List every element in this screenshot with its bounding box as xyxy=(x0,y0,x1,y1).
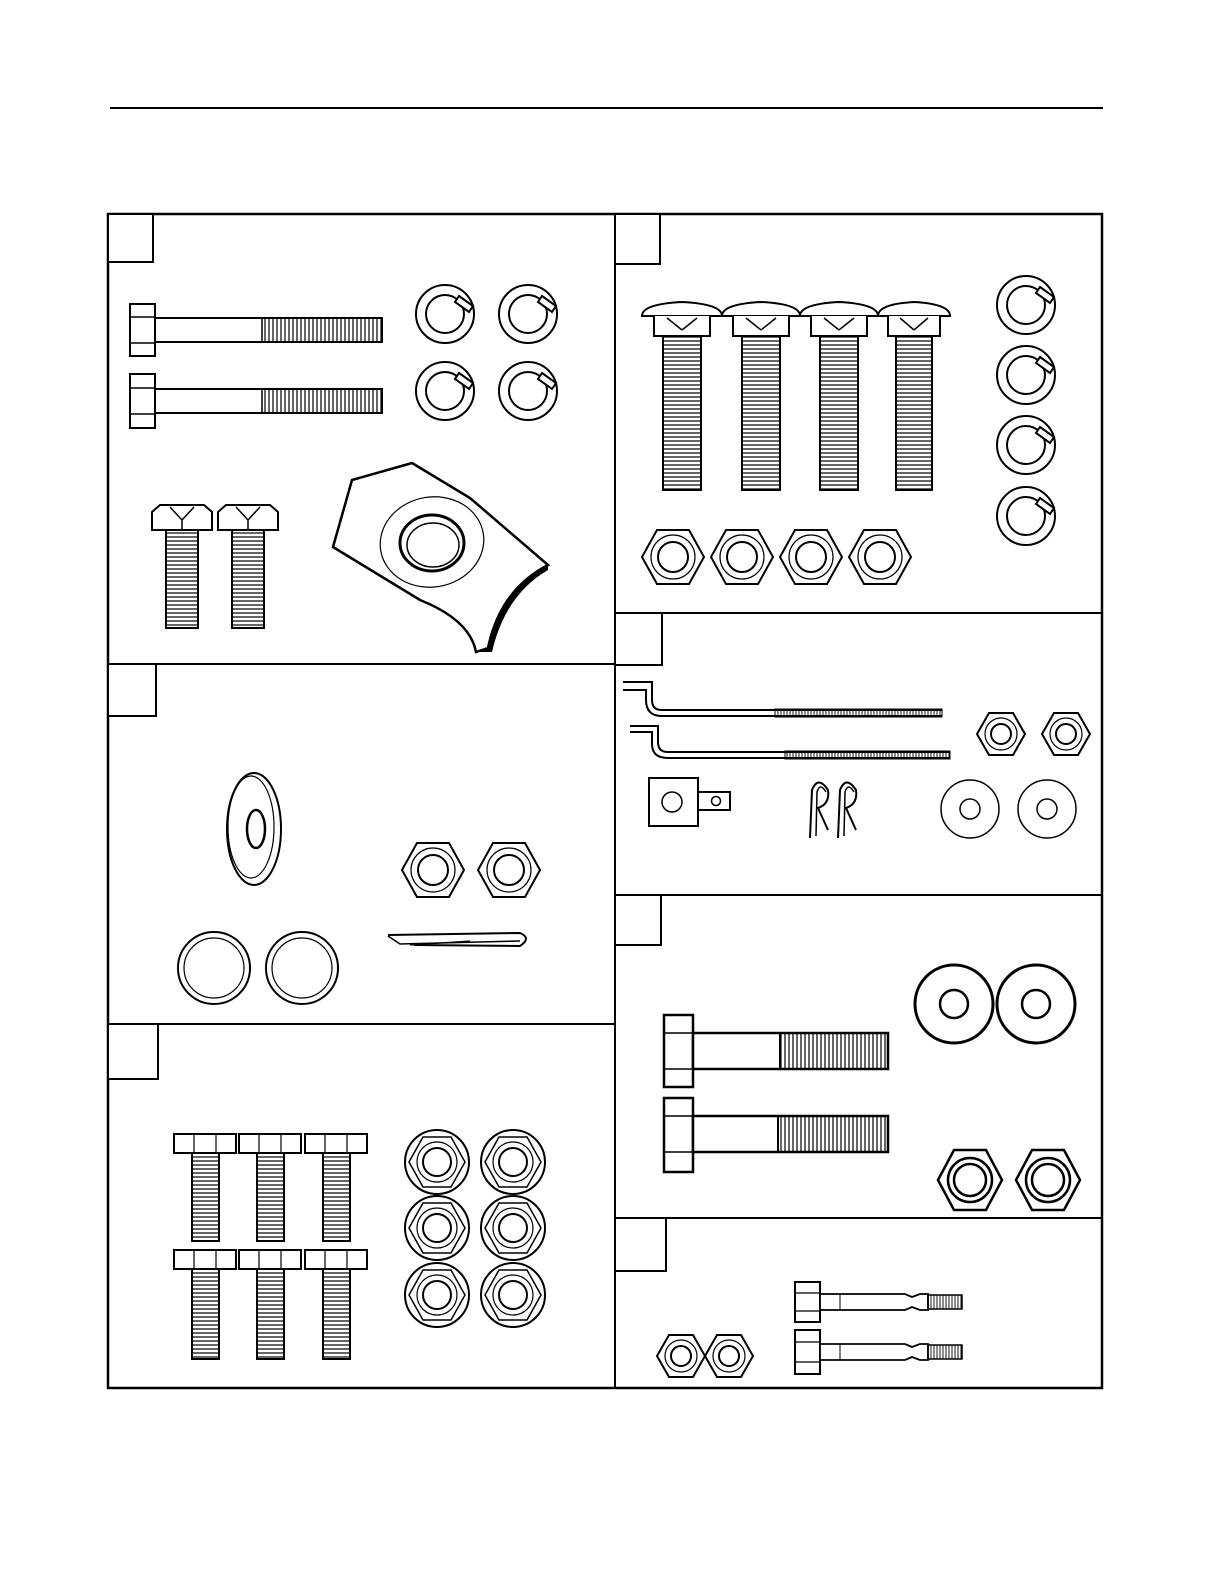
shear-bolts xyxy=(795,1282,962,1374)
panel-top-right xyxy=(642,276,1055,584)
hex-bolt-long xyxy=(130,374,382,428)
panel-tab-top-left xyxy=(108,214,153,262)
curved-saddle-plate xyxy=(333,463,548,652)
hex-bolts-row1 xyxy=(174,1134,367,1241)
panel-bottom-right xyxy=(657,1282,962,1377)
panel-bottom-left xyxy=(174,1130,545,1359)
lock-nuts-heavy xyxy=(938,1150,1080,1210)
panel-tab-lower-right xyxy=(615,895,661,945)
panel-tab-middle-right xyxy=(615,613,662,665)
cupped-washer xyxy=(227,773,281,885)
panel-tab-top-right xyxy=(615,214,660,264)
panel-lower-right xyxy=(664,965,1080,1210)
hex-bolts-row2 xyxy=(174,1250,367,1359)
panel-tab-bottom-left xyxy=(108,1024,158,1079)
panel-middle-left xyxy=(178,773,540,1004)
hair-pin-clips xyxy=(810,783,856,839)
panel-tab-bottom-right xyxy=(615,1218,666,1271)
panel-top-left xyxy=(130,285,557,652)
hex-bolt-long xyxy=(130,304,382,356)
flat-washers-small xyxy=(941,780,1076,838)
hex-bolt-heavy xyxy=(664,1015,888,1087)
bent-threaded-rods xyxy=(623,682,950,759)
hex-bolt-short xyxy=(152,505,212,628)
panel-middle-right xyxy=(623,682,1090,838)
cotter-pin xyxy=(388,933,526,946)
panel-tab-middle-left xyxy=(108,664,156,716)
hex-bolt-heavy xyxy=(664,1098,888,1172)
carriage-bolts xyxy=(642,302,950,490)
hex-bolt-short xyxy=(218,505,278,628)
swivel-block xyxy=(649,778,730,826)
flat-washers-heavy xyxy=(915,965,1075,1043)
